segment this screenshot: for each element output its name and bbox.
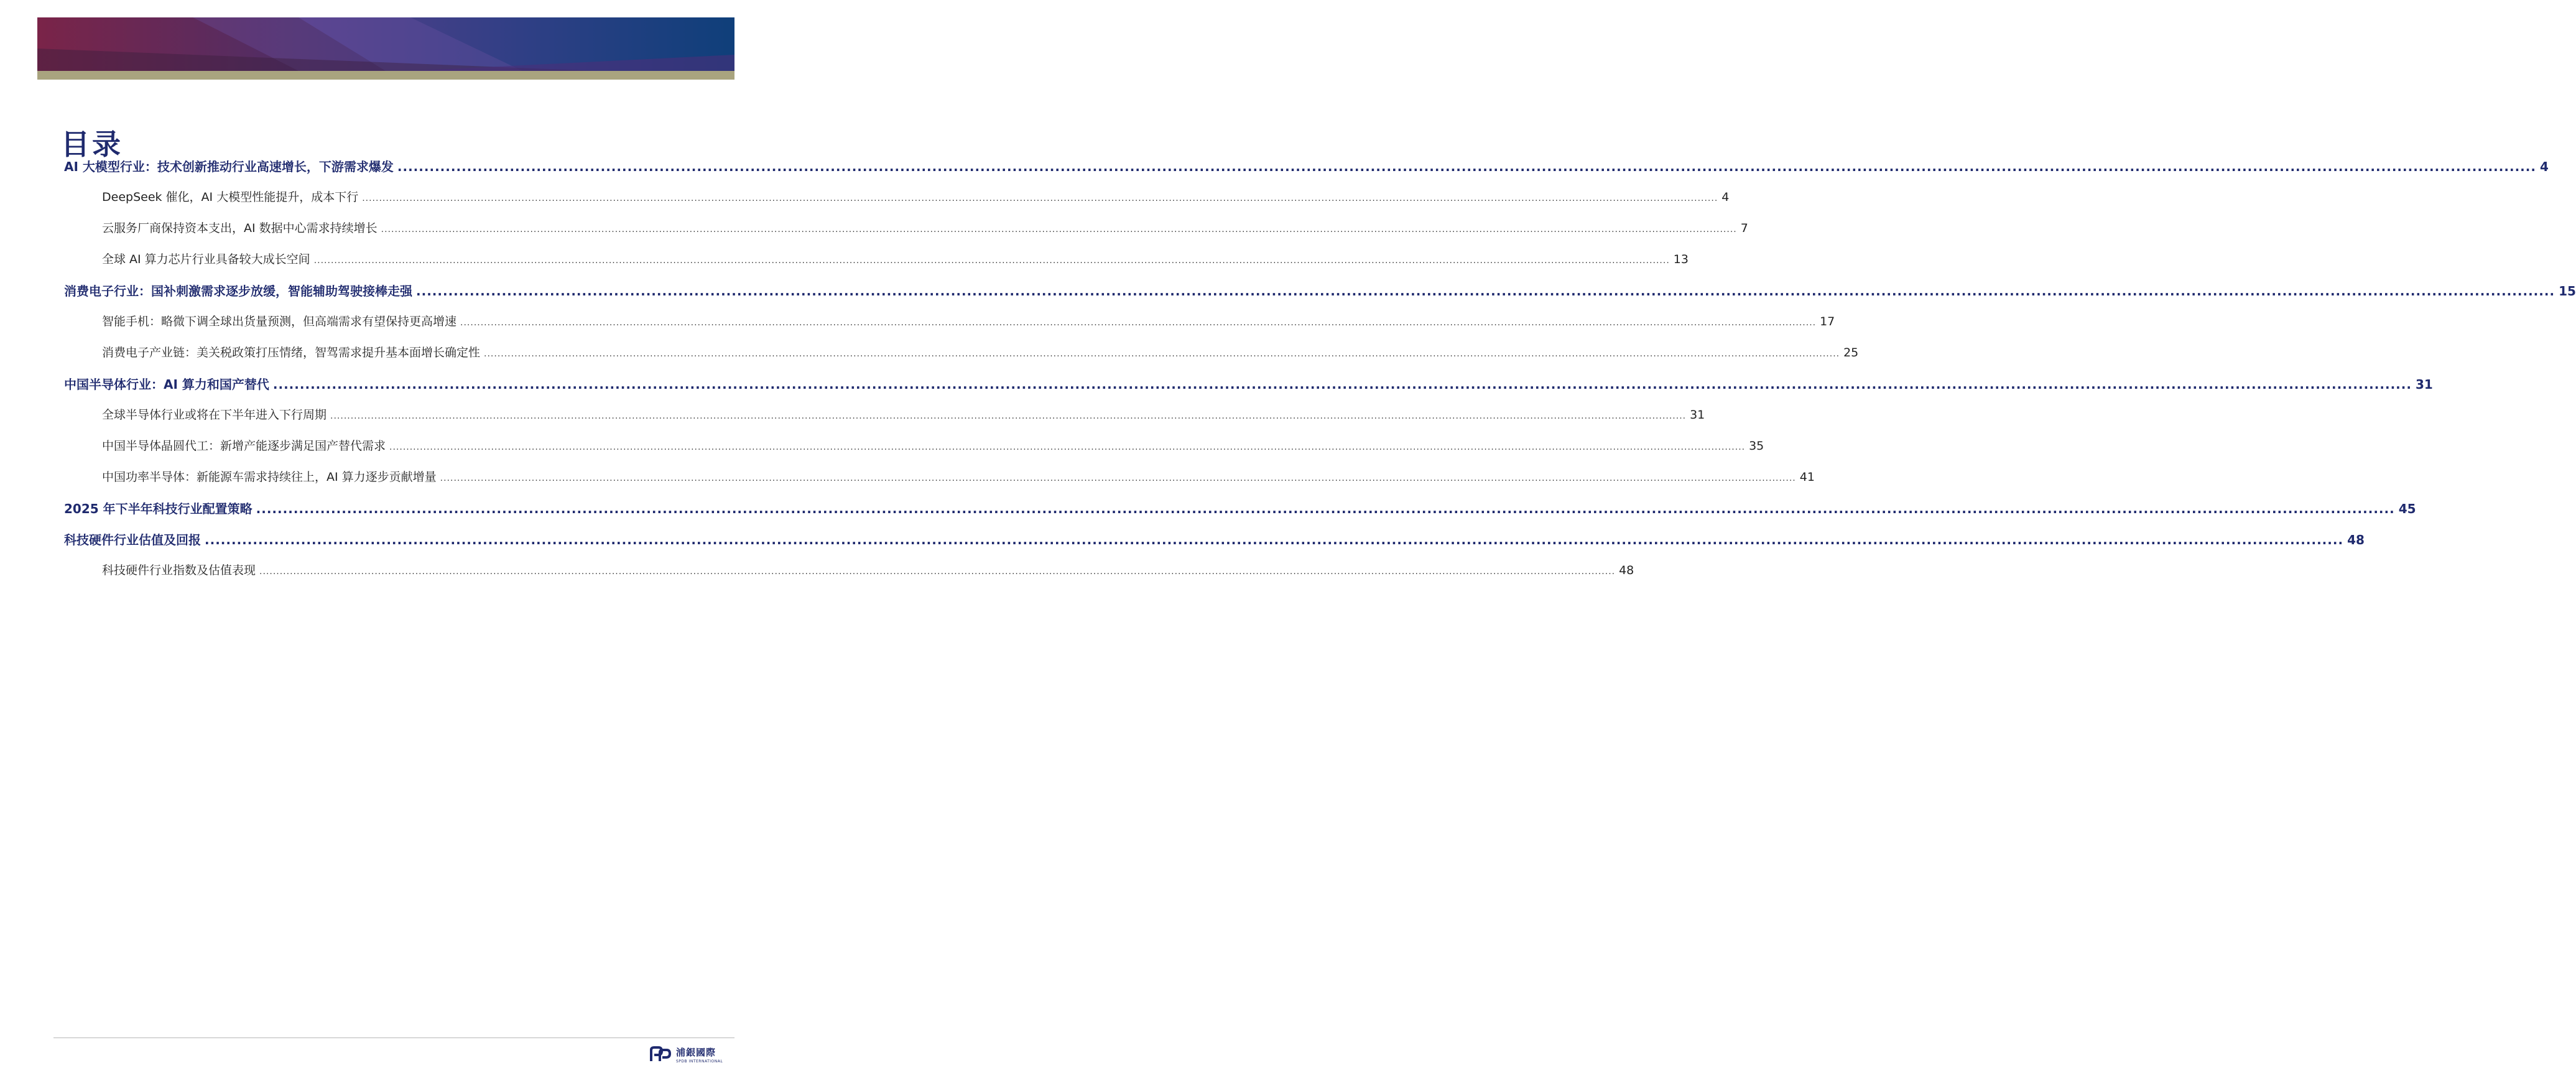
toc-entry-title: 消费电子行业：国补刺激需求逐步放缓，智能辅助驾驶接棒走强 [64,284,412,299]
toc-page-number: 41 [1799,470,1815,484]
page-title: 目录 [61,128,123,161]
toc-subsection-entry[interactable] [102,343,1859,360]
company-logo [649,1045,723,1064]
toc-dot-leader: ................................................................................................................................................................................................................................................................................................................................................................................................................ [362,193,1718,203]
toc-dot-leader: ................................................................................................................................................................................................................................................................................................................................................................................................................ [313,256,1670,266]
toc-entry-title: DeepSeek 催化，AI 大模型性能提升，成本下行 [102,190,359,204]
toc-page-number: 48 [1619,564,1634,577]
toc-page-number: 31 [2415,377,2433,392]
toc-entry-title: 科技硬件行业估值及回报 [64,532,201,547]
toc-dot-leader: ................................................................................................................................................................................................................................................................................................................................................................................................................ [416,284,2555,299]
toc-section-entry[interactable] [64,499,2416,517]
toc-subsection-entry[interactable] [102,561,1634,578]
toc-dot-leader: ................................................................................................................................................................................................................................................................................................................................................................................................................ [330,411,1687,421]
toc-dot-leader: ................................................................................................................................................................................................................................................................................................................................................................................................................ [460,318,1817,328]
toc-section-entry[interactable] [64,374,2433,392]
toc-subsection-entry[interactable] [102,219,1748,236]
toc-page-number: 4 [2539,159,2549,174]
toc-subsection-entry[interactable] [102,312,1835,329]
toc-dot-leader: ................................................................................................................................................................................................................................................................................................................................................................................................................ [272,377,2412,392]
toc-dot-leader: ................................................................................................................................................................................................................................................................................................................................................................................................................ [381,225,1737,234]
toc-page-number: 31 [1690,408,1705,422]
header-banner-graphic [37,17,734,80]
toc-page-number: 7 [1740,221,1748,235]
toc-dot-leader: ................................................................................................................................................................................................................................................................................................................................................................................................................ [256,501,2395,516]
logo-mark-icon [649,1045,672,1064]
toc-page-number: 45 [2398,501,2416,516]
toc-entry-title: 消费电子产业链：美关税政策打压情绪，智驾需求提升基本面增长确定性 [102,346,481,360]
toc-section-entry[interactable] [64,157,2549,175]
toc-page-number: 48 [2347,532,2365,547]
toc-subsection-entry[interactable] [102,468,1815,485]
toc-entry-title: 中国半导体行业：AI 算力和国产替代 [64,377,269,392]
toc-dot-leader: ................................................................................................................................................................................................................................................................................................................................................................................................................ [440,473,1796,483]
toc-entry-title: 云服务厂商保持资本支出，AI 数据中心需求持续增长 [102,221,378,235]
toc-page-number: 15 [2559,284,2576,299]
toc-page-number: 25 [1843,346,1859,360]
header-banner [37,17,734,80]
toc-entry-title: 智能手机：略微下调全球出货量预测，但高端需求有望保持更高增速 [102,315,457,328]
toc-subsection-entry[interactable] [102,406,1705,422]
toc-entry-title: 科技硬件行业指数及估值表现 [102,564,256,577]
toc-dot-leader: ................................................................................................................................................................................................................................................................................................................................................................................................................ [389,442,1746,452]
logo-chinese-name: 浦銀國際 [676,1046,716,1058]
toc-section-entry[interactable] [64,281,2576,299]
toc-page-number: 13 [1673,253,1689,266]
toc-dot-leader: ................................................................................................................................................................................................................................................................................................................................................................................................................ [259,567,1616,577]
toc-subsection-entry[interactable] [102,250,1689,267]
toc-page-number: 35 [1749,439,1764,453]
toc-section-entry[interactable] [64,530,2365,548]
toc-entry-title: 2025 年下半年科技行业配置策略 [64,501,253,516]
toc-subsection-entry[interactable] [102,437,1764,453]
toc-page-number: 4 [1721,190,1730,204]
toc-page-number: 17 [1820,315,1835,328]
toc-dot-leader: ................................................................................................................................................................................................................................................................................................................................................................................................................ [205,532,2344,547]
toc-entry-title: 全球半导体行业或将在下半年进入下行周期 [102,408,327,422]
logo-english-name: SPDB INTERNATIONAL [676,1059,723,1064]
toc-entry-title: 中国半导体晶圆代工：新增产能逐步满足国产替代需求 [102,439,386,453]
toc-entry-title: 全球 AI 算力芯片行业具备较大成长空间 [102,253,310,266]
toc-entry-title: AI 大模型行业：技术创新推动行业高速增长，下游需求爆发 [64,159,394,174]
toc-dot-leader: ................................................................................................................................................................................................................................................................................................................................................................................................................ [484,349,1840,359]
toc-entry-title: 中国功率半导体：新能源车需求持续往上，AI 算力逐步贡献增量 [102,470,437,484]
toc-subsection-entry[interactable] [102,188,1730,205]
toc-dot-leader: ................................................................................................................................................................................................................................................................................................................................................................................................................ [397,159,2536,174]
